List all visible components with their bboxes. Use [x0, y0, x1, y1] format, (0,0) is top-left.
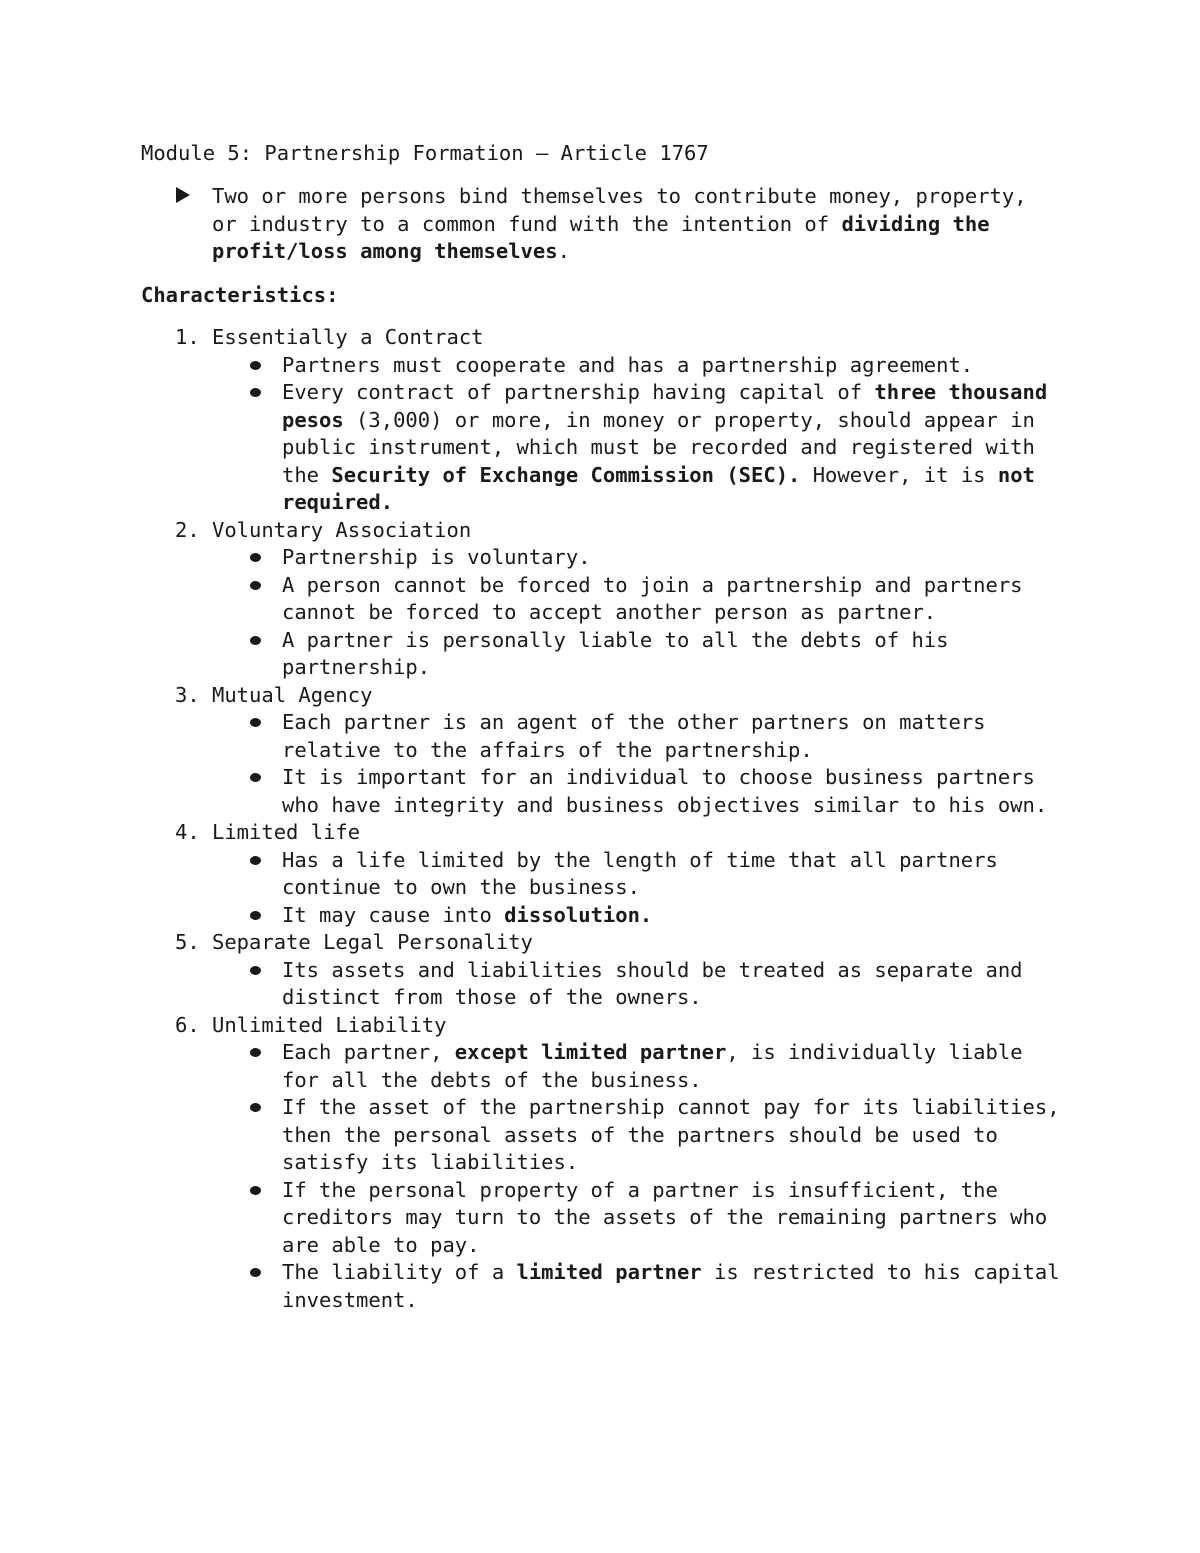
item-label: Unlimited Liability: [212, 1012, 447, 1037]
bullet-dot-icon: [250, 1268, 261, 1277]
bullet-dot-icon: [250, 388, 261, 397]
bullet-text: The liability of a: [282, 1260, 517, 1284]
list-item: [141, 1012, 1061, 1315]
intro-text-part2: .: [557, 239, 570, 263]
bullet-text: It may cause into: [282, 902, 505, 927]
bullet-item: [282, 627, 1061, 682]
bullet-bold-text: limited partner: [516, 1260, 702, 1284]
bullet-dot-icon: [250, 581, 261, 590]
list-item: [141, 819, 1061, 929]
intro-text-part1: Two or more persons bind themselves to contribute money, property, or industry to a common fund with the intention of: [212, 184, 1027, 236]
bullet-dot-icon: [250, 856, 261, 865]
item-label: Limited life: [212, 820, 361, 844]
bullet-text: Partnership is voluntary.: [282, 545, 591, 569]
bullet-text: is restricted to his capital investment.: [282, 1260, 1060, 1312]
bullet-dot-icon: [250, 1048, 261, 1057]
bullet-item: [282, 847, 1061, 902]
bullet-text: However, it is: [800, 462, 998, 487]
bullet-item: [282, 352, 1061, 380]
bullet-dot-icon: [250, 553, 261, 562]
bullet-bold-text: Security of Exchange Commission (SEC).: [331, 462, 801, 487]
item-number: 4.: [175, 820, 200, 844]
document-title: Module 5: Partnership Formation – Article 1767: [141, 141, 709, 165]
item-label: Voluntary Association: [212, 517, 472, 542]
bullet-bold-text: dissolution.: [504, 902, 653, 927]
bullet-text: Each partner,: [282, 1040, 455, 1064]
bullet-item: [282, 957, 1061, 1012]
bullet-item: [282, 902, 1061, 930]
intro-text: [212, 183, 1056, 266]
item-label: Mutual Agency: [212, 682, 373, 707]
bullet-dot-icon: [250, 718, 261, 727]
item-number: 1.: [175, 325, 200, 349]
bullet-text: Partners must cooperate and has a partnership agreement.: [282, 352, 974, 377]
item-label: Essentially a Contract: [212, 325, 484, 349]
bullet-text: Each partner is an agent of the other partners on matters relative to the affairs of the partnership.: [282, 710, 986, 762]
bullet-dot-icon: [250, 966, 261, 975]
bullet-item: [282, 764, 1061, 819]
bullet-list: [141, 1039, 1061, 1314]
characteristics-list: [141, 324, 1061, 1314]
bullet-text: , is individually liable for all the debts of the business.: [282, 1040, 1023, 1092]
bullet-dot-icon: [250, 911, 261, 920]
bullet-item: [282, 1094, 1061, 1177]
bullet-text: A partner is personally liable to all the debts of his partnership.: [282, 627, 949, 679]
bullet-item: [282, 544, 1061, 572]
list-item: [141, 929, 1061, 1012]
bullet-text: A person cannot be forced to join a partnership and partners cannot be forced to accept another person as partner.: [282, 572, 1023, 624]
item-number: 2.: [175, 517, 200, 542]
bullet-item: [282, 1039, 1061, 1094]
bullet-text: Its assets and liabilities should be treated as separate and distinct from those of the owners.: [282, 957, 1023, 1009]
bullet-dot-icon: [250, 361, 261, 370]
bullet-list: [141, 847, 1061, 930]
list-item: [141, 682, 1061, 820]
bullet-text: If the asset of the partnership cannot pay for its liabilities, then the personal assets of the partners should be used to satisfy its liabilities.: [282, 1095, 1060, 1174]
bullet-bold-text: not required.: [282, 462, 1035, 514]
item-number: 6.: [175, 1012, 200, 1037]
bullet-text: Every contract of partnership having capital of: [282, 380, 875, 404]
bullet-list: [141, 709, 1061, 819]
item-number: 3.: [175, 682, 200, 707]
characteristics-heading: Characteristics:: [141, 283, 339, 307]
bullet-item: [282, 1177, 1061, 1260]
bullet-dot-icon: [250, 1186, 261, 1195]
bullet-text: If the personal property of a partner is insufficient, the creditors may turn to the assets of the remaining partners who are able to pay.: [282, 1177, 1048, 1257]
list-item: [141, 517, 1061, 682]
bullet-bold-text: except limited partner: [454, 1040, 727, 1064]
bullet-text: (3,000) or more, in money or property, should appear in public instrument, which must be recorded and registered with the: [282, 407, 1035, 487]
bullet-item: [282, 1259, 1061, 1314]
bullet-list: [141, 544, 1061, 682]
intro-text-bold: dividing the profit/loss among themselves: [212, 211, 990, 263]
bullet-list: [141, 957, 1061, 1012]
bullet-dot-icon: [250, 1103, 261, 1112]
bullet-dot-icon: [250, 636, 261, 645]
bullet-text: Has a life limited by the length of time that all partners continue to own the business.: [282, 847, 998, 899]
intro-paragraph: [176, 183, 1056, 266]
item-label: Separate Legal Personality: [212, 930, 533, 954]
bullet-item: [282, 379, 1061, 517]
bullet-item: [282, 709, 1061, 764]
bullet-text: It is important for an individual to choose business partners who have integrity and business objectives similar to his own.: [282, 765, 1048, 817]
bullet-dot-icon: [250, 773, 261, 782]
list-item: [141, 324, 1061, 517]
bullet-bold-text: three thousand pesos: [282, 380, 1048, 432]
arrow-bullet-icon: [176, 187, 190, 203]
bullet-item: [282, 572, 1061, 627]
bullet-list: [141, 352, 1061, 517]
item-number: 5.: [175, 930, 200, 954]
